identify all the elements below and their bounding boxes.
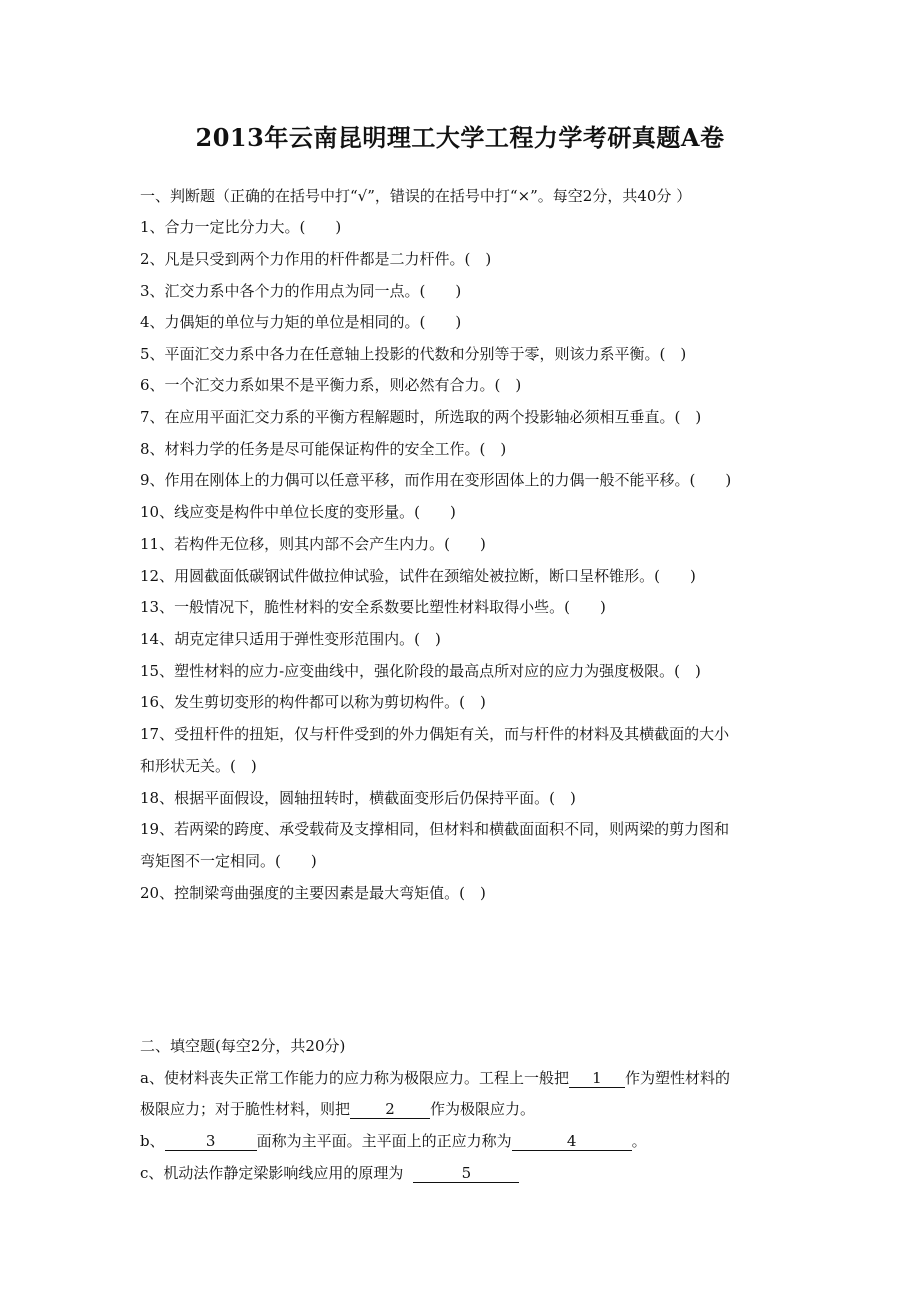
question-19-line2: 弯矩图不一定相同。( ) — [140, 852, 317, 870]
question-10: 10、线应变是构件中单位长度的变形量。( ) — [140, 503, 456, 521]
fill-c-text-1: c、机动法作静定梁影响线应用的原理为 — [140, 1164, 404, 1182]
question-1: 1、合力一定比分力大。( ) — [140, 218, 342, 236]
question-19-line1: 19、若两梁的跨度、承受载荷及支撑相同，但材料和横截面面积不同，则两梁的剪力图和 — [140, 820, 730, 838]
fill-blank-1: 1 — [569, 1069, 625, 1088]
fill-a-text-3: 极限应力；对于脆性材料，则把 — [140, 1100, 351, 1118]
fill-question-a-line1 — [140, 1068, 790, 1088]
fill-blank-4: 4 — [512, 1132, 632, 1151]
question-14: 14、胡克定律只适用于弹性变形范围内。( ) — [140, 630, 441, 648]
question-7: 7、在应用平面汇交力系的平衡方程解题时，所选取的两个投影轴必须相互垂直。( ) — [140, 408, 702, 426]
fill-b-text-2: 面称为主平面。主平面上的正应力称为 — [256, 1132, 512, 1150]
question-11: 11、若构件无位移，则其内部不会产生内力。( ) — [140, 535, 486, 553]
fill-question-c — [140, 1163, 790, 1183]
fill-a-text-4: 作为极限应力。 — [430, 1100, 536, 1118]
fill-a-text-1: a、使材料丧失正常工作能力的应力称为极限应力。工程上一般把 — [140, 1069, 569, 1087]
question-18: 18、根据平面假设，圆轴扭转时，横截面变形后仍保持平面。( ) — [140, 789, 576, 807]
fill-blank-2: 2 — [350, 1100, 430, 1119]
fill-b-text-3: 。 — [631, 1132, 647, 1150]
fill-b-text-1: b、 — [140, 1132, 165, 1150]
question-9: 9、作用在刚体上的力偶可以任意平移，而作用在变形固体上的力偶一般不能平移。( ) — [140, 471, 732, 489]
question-8: 8、材料力学的任务是尽可能保证构件的安全工作。( ) — [140, 440, 507, 458]
question-17-line1: 17、受扭杆件的扭矩，仅与杆件受到的外力偶矩有关，而与杆件的材料及其横截面的大小 — [140, 725, 730, 743]
question-13: 13、一般情况下，脆性材料的安全系数要比塑性材料取得小些。( ) — [140, 598, 606, 616]
fill-a-text-2: 作为塑性材料的 — [624, 1069, 730, 1087]
question-6: 6、一个汇交力系如果不是平衡力系，则必然有合力。( ) — [140, 376, 522, 394]
fill-blank-3: 3 — [165, 1132, 257, 1151]
question-15: 15、塑性材料的应力-应变曲线中，强化阶段的最高点所对应的应力为强度极限。( ) — [140, 662, 701, 680]
question-3: 3、汇交力系中各个力的作用点为同一点。( ) — [140, 282, 462, 300]
fill-question-a-line2 — [140, 1099, 790, 1119]
section2-heading: 二、填空题(每空2分，共20分) — [140, 1037, 346, 1055]
fill-blank-5: 5 — [413, 1164, 519, 1183]
page-title: 2013年云南昆明理工大学工程力学考研真题A卷 — [195, 123, 725, 152]
question-17-line2: 和形状无关。( ) — [140, 757, 257, 775]
question-5: 5、平面汇交力系中各力在任意轴上投影的代数和分别等于零，则该力系平衡。( ) — [140, 345, 687, 363]
question-2: 2、凡是只受到两个力作用的杆件都是二力杆件。( ) — [140, 250, 492, 268]
question-16: 16、发生剪切变形的构件都可以称为剪切构件。( ) — [140, 693, 486, 711]
question-12: 12、用圆截面低碳钢试件做拉伸试验，试件在颈缩处被拉断，断口呈杯锥形。( ) — [140, 567, 696, 585]
question-20: 20、控制梁弯曲强度的主要因素是最大弯矩值。( ) — [140, 884, 486, 902]
section1-heading: 一、判断题（正确的在括号中打“√”，错误的在括号中打“×”。每空2分，共40分 ） — [140, 187, 692, 205]
question-4: 4、力偶矩的单位与力矩的单位是相同的。( ) — [140, 313, 462, 331]
fill-question-b — [140, 1131, 790, 1151]
